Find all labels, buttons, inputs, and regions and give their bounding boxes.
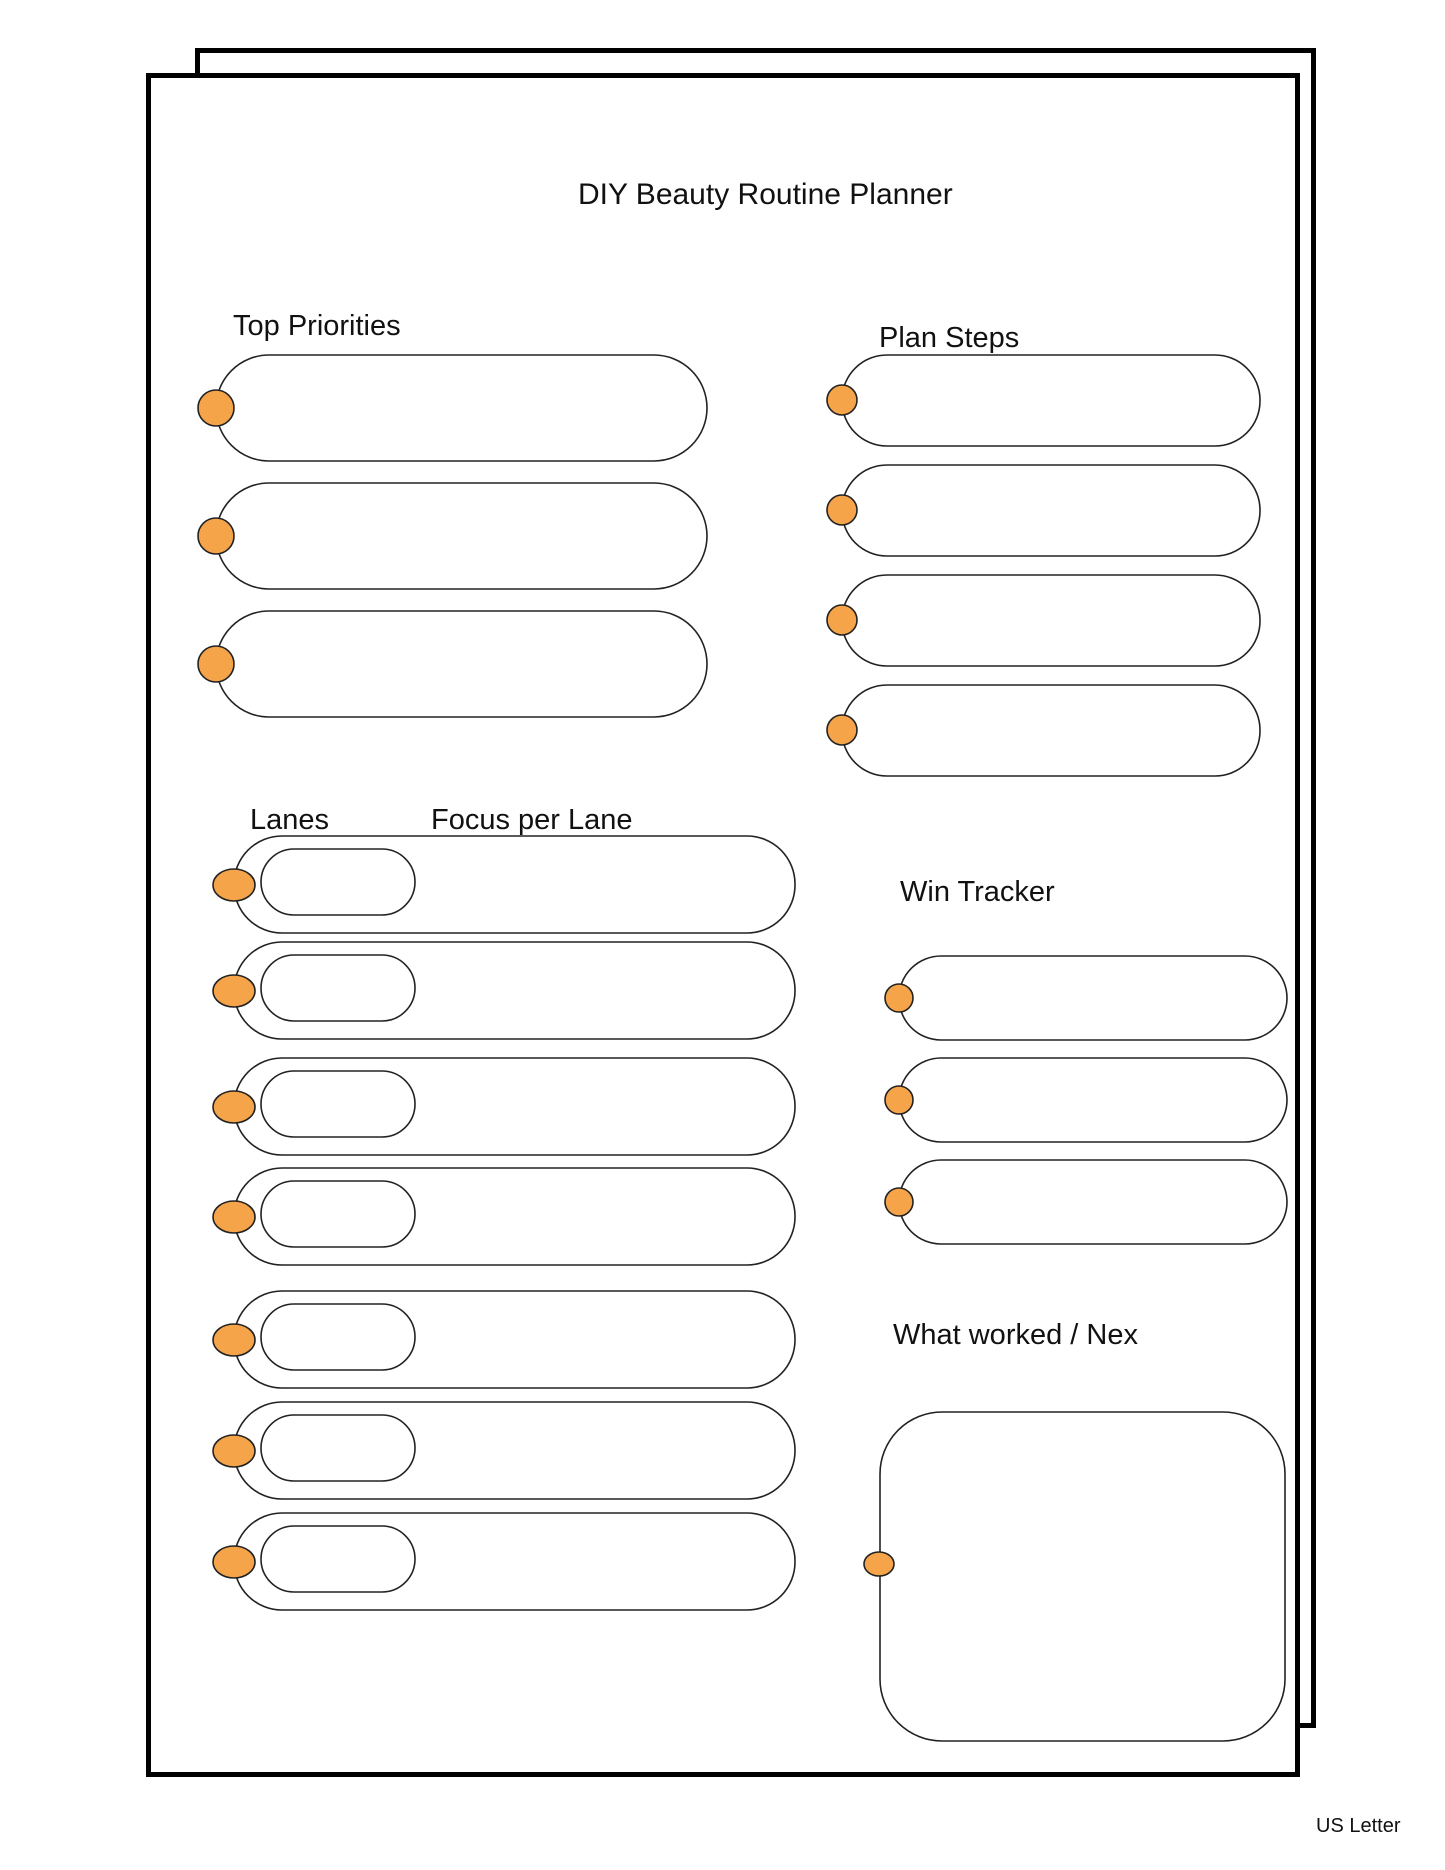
page-title: DIY Beauty Routine Planner [578,178,953,211]
plan-steps-heading: Plan Steps [879,322,1020,354]
plan-step-field[interactable] [842,685,1260,776]
lane-marker-dot [213,869,255,901]
lane-marker-dot [213,1546,255,1578]
top-priorities-fields [198,355,707,717]
priority-field[interactable] [216,611,707,717]
priority-marker-dot [198,646,234,682]
reflection-heading: What worked / Nex [893,1319,1138,1351]
priority-marker-dot [198,518,234,554]
lane-name-field[interactable] [261,955,415,1021]
lane-name-field[interactable] [261,1526,415,1592]
plan-step-field[interactable] [842,465,1260,556]
lane-name-field[interactable] [261,1181,415,1247]
lanes-heading: Lanes [250,804,330,836]
win-field[interactable] [899,1058,1287,1142]
win-field[interactable] [899,956,1287,1040]
top-priorities-heading: Top Priorities [233,310,401,342]
plan-steps-fields [827,355,1260,776]
reflection-area [864,1412,1285,1741]
lane-marker-dot [213,1201,255,1233]
plan-step-field[interactable] [842,575,1260,666]
win-marker-dot [885,1188,913,1216]
priority-marker-dot [198,390,234,426]
win-tracker-fields [885,956,1287,1244]
win-marker-dot [885,1086,913,1114]
lane-marker-dot [213,1435,255,1467]
plan-step-marker-dot [827,715,857,745]
plan-step-field[interactable] [842,355,1260,446]
focus-per-lane-heading: Focus per Lane [431,804,633,836]
priority-field[interactable] [216,355,707,461]
plan-step-marker-dot [827,385,857,415]
lane-name-field[interactable] [261,1304,415,1370]
lane-marker-dot [213,1091,255,1123]
lane-marker-dot [213,1324,255,1356]
win-tracker-heading: Win Tracker [900,876,1055,908]
lane-name-field[interactable] [261,849,415,915]
lane-name-field[interactable] [261,1415,415,1481]
win-field[interactable] [899,1160,1287,1244]
lane-marker-dot [213,975,255,1007]
paper-size-label: US Letter [1316,1815,1401,1837]
plan-step-marker-dot [827,495,857,525]
reflection-marker-dot [864,1552,894,1576]
lane-name-field[interactable] [261,1071,415,1137]
win-marker-dot [885,984,913,1012]
priority-field[interactable] [216,483,707,589]
plan-step-marker-dot [827,605,857,635]
reflection-field[interactable] [880,1412,1285,1741]
lanes-rows [213,836,795,1610]
